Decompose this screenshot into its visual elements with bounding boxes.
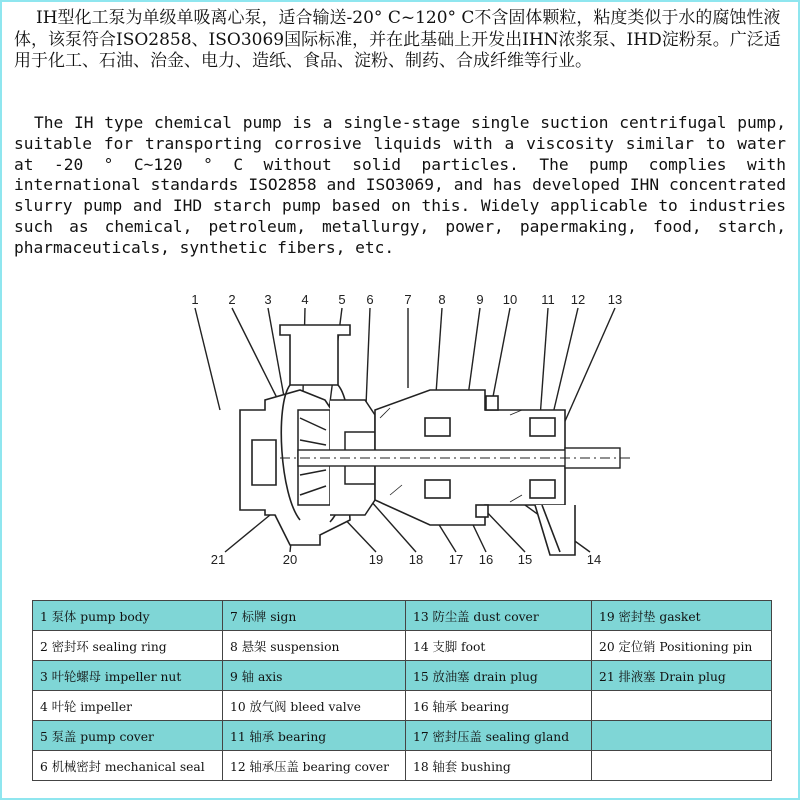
table-cell: 10 放气阀 bleed valve [223, 691, 406, 721]
callout-15: 15 [517, 552, 533, 567]
callout-11: 11 [541, 292, 555, 307]
callout-18: 18 [408, 552, 424, 567]
table-cell: 9 轴 axis [223, 661, 406, 691]
callout-4: 4 [301, 292, 309, 307]
table-cell: 18 轴套 bushing [406, 751, 592, 781]
table-row [33, 661, 772, 691]
callout-14: 14 [586, 552, 602, 567]
callout-1: 1 [191, 292, 199, 307]
table-cell: 7 标牌 sign [223, 601, 406, 631]
table-cell: 12 轴承压盖 bearing cover [223, 751, 406, 781]
table-cell: 5 泵盖 pump cover [33, 721, 223, 751]
table-row [33, 631, 772, 661]
callout-3: 3 [264, 292, 272, 307]
callout-2: 2 [228, 292, 236, 307]
table-cell [592, 751, 772, 781]
callout-17: 17 [448, 552, 464, 567]
callout-21: 21 [210, 552, 226, 567]
callout-7: 7 [404, 292, 412, 307]
table-cell: 20 定位销 Positioning pin [592, 631, 772, 661]
table-cell: 17 密封压盖 sealing gland [406, 721, 592, 751]
table-cell: 15 放油塞 drain plug [406, 661, 592, 691]
table-cell: 8 悬架 suspension [223, 631, 406, 661]
callout-5: 5 [338, 292, 346, 307]
table-cell: 16 轴承 bearing [406, 691, 592, 721]
table-cell [592, 691, 772, 721]
callout-19: 19 [368, 552, 384, 567]
table-cell: 6 机械密封 mechanical seal [33, 751, 223, 781]
table-cell: 11 轴承 bearing [223, 721, 406, 751]
pump-cross-section-diagram [180, 290, 640, 580]
callout-16: 16 [478, 552, 494, 567]
table-row [33, 721, 772, 751]
table-cell: 19 密封垫 gasket [592, 601, 772, 631]
callout-10: 10 [502, 292, 518, 307]
parts-legend-table [32, 600, 772, 781]
table-cell: 2 密封环 sealing ring [33, 631, 223, 661]
table-cell: 21 排液塞 Drain plug [592, 661, 772, 691]
callout-13: 13 [607, 292, 623, 307]
table-row [33, 691, 772, 721]
callout-6: 6 [366, 292, 374, 307]
callout-9: 9 [476, 292, 484, 307]
table-cell: 3 叶轮螺母 impeller nut [33, 661, 223, 691]
table-cell: 1 泵体 pump body [33, 601, 223, 631]
table-cell [592, 721, 772, 751]
intro-english: The IH type chemical pump is a single-stage single suction centrifugal pump, suitable for transporting corrosive liquids with a viscosity similar to water at -20 ° C~120 ° C without solid particles. The pump complies with international standards ISO2858 and ISO3069, and has developed IHN concentrated slurry pump and IHD starch pump based on this. Widely applicable to industries such as chemical, petroleum, metallurgy, power, papermaking, food, starch, pharmaceuticals, synthetic fibers, etc. [14, 113, 786, 257]
table-row [33, 751, 772, 781]
table-cell: 4 叶轮 impeller [33, 691, 223, 721]
intro-chinese: IH型化工泵为单级单吸离心泵，适合输送-20° C~120° C不含固体颗粒，粘度类似于水的腐蚀性液体，该泵符合ISO2858、ISO3069国际标准，并在此基础上开发出IHN浓浆泵、IHD淀粉泵。广泛适用于化工、石油、治金、电力、造纸、食品、淀粉、制药、合成纤维等行业。 [14, 8, 781, 71]
callout-12: 12 [570, 292, 586, 307]
table-cell: 14 支脚 foot [406, 631, 592, 661]
callout-8: 8 [438, 292, 446, 307]
table-cell: 13 防尘盖 dust cover [406, 601, 592, 631]
table-row [33, 601, 772, 631]
callout-20: 20 [282, 552, 298, 567]
